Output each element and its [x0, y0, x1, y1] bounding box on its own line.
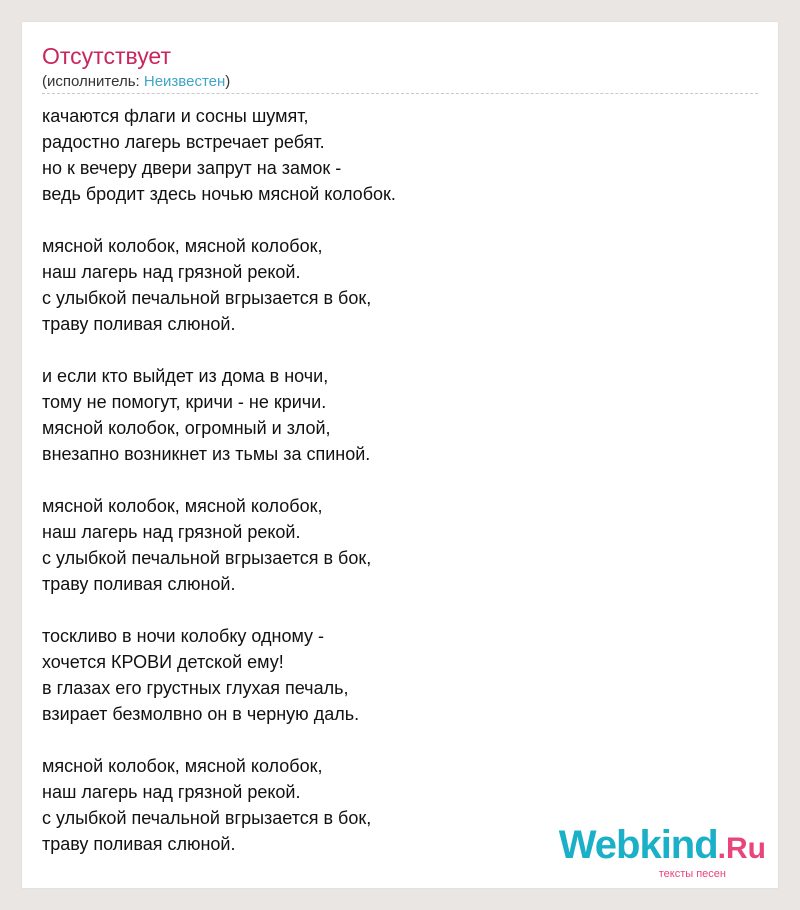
stanza-2 [42, 233, 758, 337]
lyric-line: и если кто выйдет из дома в ночи, [42, 366, 329, 386]
lyric-line: качаются флаги и сосны шумят, [42, 106, 309, 126]
logo-tagline: тексты песен [658, 868, 726, 880]
lyric-line: с улыбкой печальной вгрызается в бок, [42, 288, 372, 308]
logo-tld: .Ru [717, 832, 766, 865]
lyric-line: ведь бродит здесь ночью мясной колобок. [42, 184, 396, 204]
lyric-line: в глазах его грустных глухая печаль, [42, 678, 349, 698]
lyric-line: наш лагерь над грязной рекой. [42, 262, 301, 282]
lyric-line: но к вечеру двери запрут на замок - [42, 158, 342, 178]
lyrics-text [42, 103, 758, 883]
stanza-3 [42, 363, 758, 467]
artist-line [42, 73, 230, 91]
lyric-line: траву поливая слюной. [42, 314, 236, 334]
song-title: Отсутствует [42, 43, 171, 69]
stanza-1 [42, 103, 758, 207]
lyric-line: мясной колобок, мясной колобок, [42, 236, 323, 256]
artist-link[interactable]: Неизвестен [143, 73, 226, 90]
lyric-line: мясной колобок, мясной колобок, [42, 756, 323, 776]
lyric-line: внезапно возникнет из тьмы за спиной. [42, 444, 371, 464]
lyric-line: с улыбкой печальной вгрызается в бок, [42, 808, 372, 828]
lyric-line: траву поливая слюной. [42, 574, 236, 594]
lyric-line: наш лагерь над грязной рекой. [42, 522, 301, 542]
lyric-line: тоскливо в ночи колобку одному - [42, 626, 325, 646]
lyrics-card [22, 22, 778, 888]
lyric-line: мясной колобок, мясной колобок, [42, 496, 323, 516]
logo-wordmark [559, 822, 766, 872]
lyric-line: с улыбкой печальной вгрызается в бок, [42, 548, 372, 568]
lyric-line: траву поливая слюной. [42, 834, 236, 854]
lyric-line: взирает безмолвно он в черную даль. [42, 704, 360, 724]
title-divider [42, 93, 758, 94]
lyric-line: тому не помогут, кричи - не кричи. [42, 392, 327, 412]
artist-suffix: ) [225, 73, 231, 90]
stanza-4 [42, 493, 758, 597]
lyric-line: мясной колобок, огромный и злой, [42, 418, 331, 438]
site-logo[interactable] [558, 822, 766, 882]
artist-prefix: (исполнитель: [42, 73, 144, 90]
lyric-line: хочется КРОВИ детской ему! [42, 652, 284, 672]
stanza-5 [42, 623, 758, 727]
lyric-line: наш лагерь над грязной рекой. [42, 782, 301, 802]
lyric-line: радостно лагерь встречает ребят. [42, 132, 325, 152]
logo-brand: Webkind [558, 823, 718, 867]
